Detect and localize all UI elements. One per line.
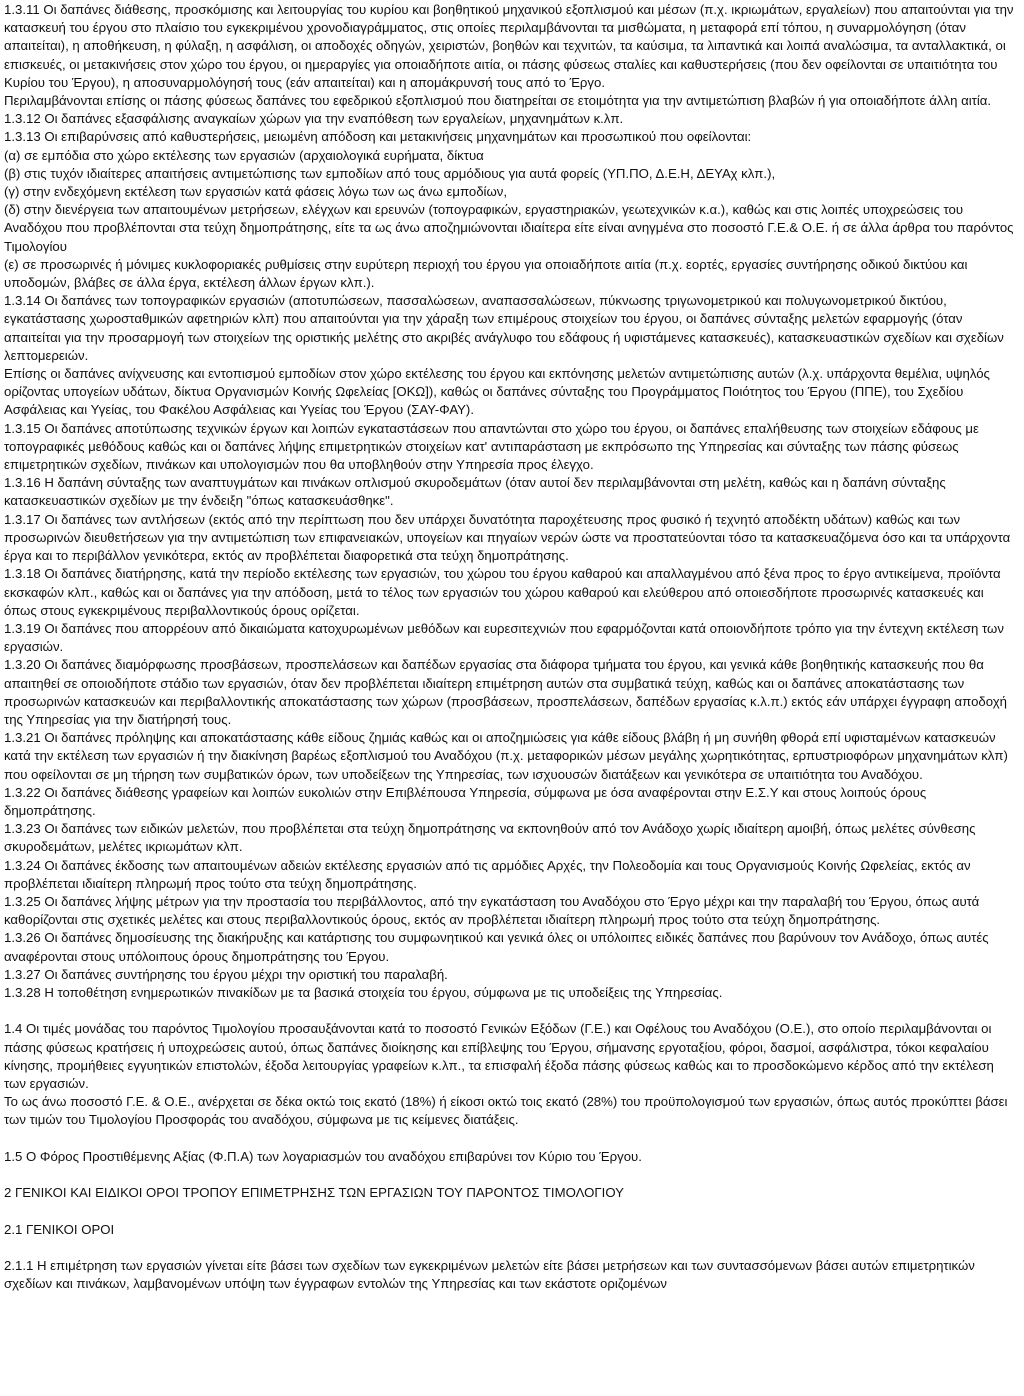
paragraph: 1.3.24 Οι δαπάνες έκδοσης των απαιτουμένων αδειών εκτέλεσης εργασιών από τις αρμόδιες Αρχές, την Πολεοδομία και τους Οργανισμούς Κοινής Ωφελείας, εκτός αν προβλέπεται ιδιαίτερη πληρωμή προς τούτο στα τεύχη δημοπράτησης. [4,857,971,891]
paragraph: 1.3.16 Η δαπάνη σύνταξης των αναπτυγμάτων και πινάκων οπλισμού σκυροδεμάτων (όταν αυτοί δεν περιλαμβάνονται στη μελέτη, καθώς και η δαπάνη σύνταξης κατασκευαστικών σχεδίων με την ένδειξη "όπως κατασκευάσθηκε". [4,475,946,509]
paragraph: (α) σε εμπόδια στο χώρο εκτέλεσης των εργασιών (αρχαιολογικά ευρήματα, δίκτυα [4,147,484,163]
paragraph: 1.3.20 Οι δαπάνες διαμόρφωσης προσβάσεων, προσπελάσεων και δαπέδων εργασίας στα διάφορα τμήματα του έργου, και γενικά κάθε βοηθητικής κατασκευής που θα απαιτηθεί σε οποιοδήποτε στάδιο των εργασιών, όταν δεν προβλέπεται ιδιαίτερη επιμέτρηση αυτών στα συμβατικά τεύχη, καθώς και οι δαπάνες αποκατάστασης των προσωρινών κατασκευών και περιβαλλοντικής αποκατάστασης των χώρων (προσβάσεων, προσπελάσεων, δαπέδων εργασίας κ.λ.π.) εκτός εάν υπάρχει έγγραφη αποδοχή της Υπηρεσίας για την διατήρησή τους. [4,657,1007,727]
paragraph: 1.3.23 Οι δαπάνες των ειδικών μελετών, που προβλέπεται στα τεύχη δημοπράτησης να εκπονηθούν από τον Ανάδοχο χωρίς ιδιαίτερη αμοιβή, όπως μελέτες σύνθεσης σκυροδεμάτων, μελέτες ικριωμάτων κλπ. [4,821,976,855]
paragraph: 1.5 Ο Φόρος Προστιθέμενης Αξίας (Φ.Π.Α) των λογαριασμών του αναδόχου επιβαρύνει τον Κύριο του Έργου. [4,1148,642,1164]
paragraph: 1.3.21 Οι δαπάνες πρόληψης και αποκατάστασης κάθε είδους ζημιάς καθώς και οι αποζημιώσεις για κάθε είδους βλάβη ή μη συνήθη φθορά επί υφισταμένων κατασκευών κατά την εκτέλεση των εργασιών ή την διακίνηση βαρέως εξοπλισμού του Αναδόχου (π.χ. μεταφορικών μέσων μεγάλης χωρητικότητας, ερπυστριοφόρων μηχανημάτων κλπ) που οφείλονται σε μη τήρηση των συμβατικών όρων, των υποδείξεων της Υπηρεσίας, των ισχυουσών διατάξεων και γενικότερα σε υπαιτιότητα του Αναδόχου. [4,730,1008,782]
paragraph: 1.4 Οι τιμές μονάδας του παρόντος Τιμολογίου προσαυξάνονται κατά το ποσοστό Γενικών Εξόδων (Γ.Ε.) και Οφέλους του Αναδόχου (Ο.Ε.), στο οποίο περιλαμβάνονται οι πάσης φύσεως κρατήσεις ή υποχρεώσεις αυτού, όπως δαπάνες διοίκησης και επίβλεψης του Έργου, σήμανσης εργοταξίου, φόροι, δασμοί, ασφάλιστρα, τόκοι κεφαλαίου κίνησης, προμήθειες εγγυητικών επιστολών, έξοδα λειτουργίας γραφείων κ.λπ., τα επισφαλή έξοδα πάσης φύσεως καθώς και το προσδοκώμενο κέρδος από την εκτέλεση των εργασιών. [4,1021,994,1091]
paragraph: (β) στις τυχόν ιδιαίτερες απαιτήσεις αντιμετώπισης των εμποδίων από τους αρμόδιους για αυτά φορείς (ΥΠ.ΠΟ, Δ.Ε.Η, ΔΕΥΑχ κλπ.), [4,165,776,181]
paragraph: 1.3.27 Οι δαπάνες συντήρησης του έργου μέχρι την οριστική του παραλαβή. [4,966,448,982]
paragraph: 1.3.15 Οι δαπάνες αποτύπωσης τεχνικών έργων και λοιπών εγκαταστάσεων που απαντώνται στο χώρο του έργου, οι δαπάνες επαλήθευσης των στοιχείων εδάφους με τοπογραφικές μεθόδους καθώς και οι δαπάνες λήψης επιμετρητικών στοιχείων κατ' αντιπαράσταση με εκπρόσωπο της Υπηρεσίας και σύνταξης των πάσης φύσεως επιμετρητικών σχεδίων, πινάκων και υπολογισμών που θα υποβληθούν στην Υπηρεσία προς έλεγχο. [4,420,979,473]
paragraph: Περιλαμβάνονται επίσης οι πάσης φύσεως δαπάνες του εφεδρικού εξοπλισμού που διατηρείται σε ετοιμότητα για την αντιμετώπιση βλαβών ή για οποιαδήποτε άλλη αιτία. [4,93,992,109]
paragraph: 2.1 ΓΕΝΙΚΟΙ ΟΡΟΙ [4,1221,115,1237]
paragraph: Το ως άνω ποσοστό Γ.Ε. & Ο.Ε., ανέρχεται σε δέκα οκτώ τοις εκατό (18%) ή είκοσι οκτώ τοις εκατό (28%) του προϋπολογισμού των εργασιών, όπως αυτός προκύπτει βάσει των τιμών του Τιμολογίου Προσφοράς του αναδόχου, σύμφωνα με τις κείμενες διατάξεις. [4,1094,1008,1128]
paragraph: 1.3.19 Οι δαπάνες που απορρέουν από δικαιώματα κατοχυρωμένων μεθόδων και ευρεσιτεχνιών που εφαρμόζονται κατά οποιονδήποτε τρόπο για την έντεχνη εκτέλεση των εργασιών. [4,620,1004,655]
paragraph: 1.3.13 Οι επιβαρύνσεις από καθυστερήσεις, μειωμένη απόδοση και μετακινήσεις μηχανημάτων και προσωπικού που οφείλονται: [4,129,752,145]
paragraph: 1.3.28 Η τοποθέτηση ενημερωτικών πινακίδων με τα βασικά στοιχεία του έργου, σύμφωνα με τις υποδείξεις της Υπηρεσίας. [4,984,723,1000]
paragraph: (ε) σε προσωρινές ή μόνιμες κυκλοφοριακές ρυθμίσεις στην ευρύτερη περιοχή του έργου για οποιαδήποτε αιτία (π.χ. εορτές, εργασίες συντήρησης οδικού δικτύου και υποδομών, βλάβες σε άλλα έργα, εκτέλεση άλλων έργων κλπ.). [4,256,968,291]
paragraph: 1.3.18 Οι δαπάνες διατήρησης, κατά την περίοδο εκτέλεσης των εργασιών, του χώρου του έργου καθαρού και απαλλαγμένου από ξένα προς το έργο αντικείμενα, προϊόντα εκσκαφών κλπ., καθώς και οι δαπάνες για την απόδοση, μετά το τέλος των εργασιών του χώρου καθαρού και ελεύθερου από οποιεσδήποτε προσωρινές κατασκευές και όπως στους εγκεκριμένους περιβαλλοντικούς όρους ορίζεται. [4,566,1001,618]
paragraph: 2.1.1 Η επιμέτρηση των εργασιών γίνεται είτε βάσει των σχεδίων των εγκεκριμένων μελετών είτε βάσει μετρήσεων και των συντασσόμενων βάσει αυτών επιμετρητικών σχεδίων και πινάκων, λαμβανομένων υπόψη των έγγραφων εντολών της Υπηρεσίας και των εκάστοτε οριζομένων [4,1257,975,1292]
paragraph: 1.3.17 Οι δαπάνες των αντλήσεων (εκτός από την περίπτωση που δεν υπάρχει δυνατότητα παροχέτευσης προς φυσικό ή τεχνητό αποδέκτη υδάτων) καθώς και των προσωρινών διευθετήσεων για την αντιμετώπιση των επιφανειακών, υπογείων και πηγαίων νερών ώστε να προστατεύονται τόσο τα κατασκευαζόμενα όσο και τα υπάρχοντα έργα και το περιβάλλον γενικότερα, εκτός αν προβλέπεται διαφορετικά στα τεύχη δημοπράτησης. [4,511,1011,564]
paragraph: 1.3.26 Οι δαπάνες δημοσίευσης της διακήρυξης και κατάρτισης του συμφωνητικού και γενικά όλες οι υπόλοιπες ειδικές δαπάνες που βαρύνουν τον Ανάδοχο, όπως αυτές αναφέρονται στους υπόλοιπους όρους δημοπράτησης του Έργου. [4,930,989,964]
paragraph: 1.3.11 Οι δαπάνες διάθεσης, προσκόμισης και λειτουργίας του κυρίου και βοηθητικού μηχανικού εξοπλισμού και μέσων (π.χ. ικριωμάτων, εργαλείων) που απαιτούνται για την κατασκευή του έργου στο πλαίσιο του εγκεκριμένου χρονοδιαγράμματος, στις οποίες περιλαμβάνονται τα μισθώματα, η μεταφορά επί τόπου, η συναρμολόγηση (όταν απαιτείται), η αποθήκευση, η φύλαξη, η ασφάλιση, οι αποδοχές οδηγών, χειριστών, βοηθών και τεχνιτών, τα καύσιμα, τα λιπαντικά και λοιπά αναλώσιμα, τα ανταλλακτικά, οι επισκευές, οι μετακινήσεις στον χώρο του έργου, οι ημεραργίες για οποιαδήποτε αιτία, οι πάσης φύσεως σταλίες και καθυστερήσεις (που δεν οφείλονται σε υπαιτιότητα του Κυρίου του Έργου), η αποσυναρμολόγησή τους (εάν απαιτείται) και η απομάκρυνσή τους από το Έργο. [4,2,1014,90]
paragraph: 2 ΓΕΝΙΚΟΙ ΚΑΙ ΕΙΔΙΚΟΙ ΟΡΟΙ ΤΡΟΠΟΥ ΕΠΙΜΕΤΡΗΣΗΣ ΤΩΝ ΕΡΓΑΣΙΩΝ ΤΟΥ ΠΑΡΟΝΤΟΣ ΤΙΜΟΛΟΓΙΟΥ [4,1185,624,1201]
paragraph: (γ) στην ενδεχόμενη εκτέλεση των εργασιών κατά φάσεις λόγω των ως άνω εμποδίων, [4,184,508,200]
paragraph: 1.3.22 Οι δαπάνες διάθεσης γραφείων και λοιπών ευκολιών στην Επιβλέπουσα Υπηρεσία, σύμφωνα με όσα αναφέρονται στην Ε.Σ.Υ και στους λοιπούς όρους δημοπράτησης. [4,784,927,818]
paragraph: Επίσης οι δαπάνες ανίχνευσης και εντοπισμού εμποδίων στον χώρο εκτέλεσης του έργου και εκπόνησης μελετών αντιμετώπισης αυτών (λ.χ. υπάρχοντα θεμέλια, υψηλός ορίζοντας υπογείων υδάτων, δίκτυα Οργανισμών Κοινής Ωφελείας [ΟΚΩ]), καθώς οι δαπάνες σύνταξης του Προγράμματος Ποιότητος του Έργου (ΠΠΕ), του Σχεδίου Ασφάλειας και Υγείας, του Φακέλου Ασφάλειας και Υγείας του Έργου (ΣΑΥ-ΦΑΥ). [4,366,990,418]
paragraph: 1.3.14 Οι δαπάνες των τοπογραφικών εργασιών (αποτυπώσεων, πασσαλώσεων, αναπασσαλώσεων, πύκνωσης τριγωνομετρικού και πολυγωνομετρικού δικτύου, εγκατάστασης χωροσταθμικών αφετηριών κλπ) που απαιτούνται για την χάραξη των επιμέρους στοιχείων του έργου, οι δαπάνες σύνταξης μελετών εφαρμογής (όταν απαιτείται για την προσαρμογή των στοιχείων της οριστικής μελέτης στο ακριβές ανάγλυφο του εδάφους ή υφιστάμενες κατασκευές), κατασκευαστικών σχεδίων και σχεδίων λεπτομερειών. [4,293,1004,363]
paragraph: 1.3.25 Οι δαπάνες λήψης μέτρων για την προστασία του περιβάλλοντος, από την εγκατάσταση του Αναδόχου στο Έργο μέχρι και την παραλαβή του Έργου, όπως αυτά καθορίζονται στις σχετικές μελέτες και στους περιβαλλοντικούς όρους, εκτός αν προβλέπεται ιδιαίτερη πληρωμή προς τούτο στα τεύχη δημοπράτησης. [4,893,980,928]
paragraph: 1.3.12 Οι δαπάνες εξασφάλισης αναγκαίων χώρων για την εναπόθεση των εργαλείων, μηχανημάτων κ.λπ. [4,111,624,127]
document-body [4,1,1018,1293]
paragraph: (δ) στην διενέργεια των απαιτουμένων μετρήσεων, ελέγχων και ερευνών (τοπογραφικών, εργαστηριακών, γεωτεχνικών κ.α.), καθώς και στις λοιπές υποχρεώσεις του Αναδόχου που προβλέπονται στα τεύχη δημοπράτησης, είτε τα ως άνω αποζημιώνονται ιδιαίτερα είτε είναι ανηγμένα στο ποσοστό Γ.Ε.& Ο.Ε. ή σε άλλα άρθρα του παρόντος Τιμολογίου [4,202,1014,254]
